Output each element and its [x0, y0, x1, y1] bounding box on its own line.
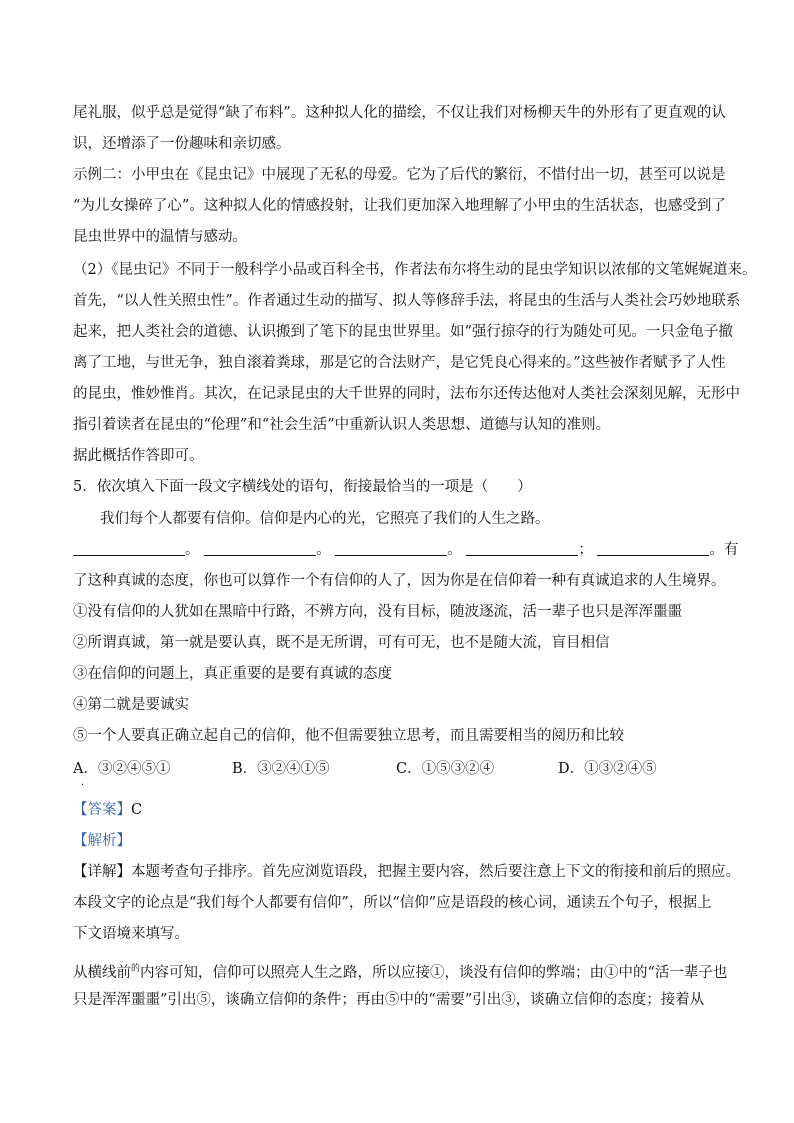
- detail-line-5: 只是浑浑噩噩”引出⑤，谈确立信仰的条件；再由⑤中的“需要”引出③，谈确立信仰的态度；接着从: [73, 992, 705, 1008]
- text-line-11: 指引着读者在昆虫的“伦理”和“社会生活”中重新认识人类思想、道德与认知的准则。: [73, 417, 611, 433]
- blank-separator: 。: [709, 542, 724, 558]
- analysis-line: [73, 831, 131, 851]
- analysis-tag: 【解析】: [73, 833, 131, 849]
- detail-text: 本题考查句子排序。首先应浏览语段，把握主要内容，然后要注意上下文的衔接和前后的照应。: [131, 864, 740, 880]
- sentence-item-4: ④第二就是要诚实: [73, 697, 189, 713]
- blank-separator: 。: [447, 542, 462, 558]
- detail-line-4-pre: 从横线前: [73, 964, 131, 981]
- detail-line-4: [73, 959, 727, 983]
- blank-separator: 。: [316, 542, 331, 558]
- detail-line-2: 本段文字的论点是“我们每个人都要有信仰”，所以“信仰”应是语段的核心词，通读五个句子，根据上: [73, 895, 712, 911]
- option-a: A．③②④⑤①: [73, 761, 171, 777]
- option-c: C．①⑤③②④: [396, 761, 495, 777]
- blank-separator: ；: [578, 542, 593, 558]
- sentence-item-5: ⑤一个人要真正确立起自己的信仰，他不但需要独立思考，而且需要相当的阅历和比较: [73, 728, 624, 744]
- text-line-4: “为儿女操碎了心”。这种拟人化的情感投射，让我们更加深入地理解了小甲虫的生活状态，也感受到了: [73, 198, 726, 214]
- detail-tag: 【详解】: [73, 864, 131, 880]
- detail-line-4-sup: 的: [131, 964, 141, 974]
- option-d: D．①③②④⑤: [558, 761, 657, 777]
- text-line-3: 示例二：小甲虫在《昆虫记》中展现了无私的母爱。它为了后代的繁衍，不惜付出一切，甚至可以说是: [73, 167, 726, 183]
- blank-separator: 。: [185, 542, 200, 558]
- question-5-stem: 5．依次填入下面一段文字横线处的语句，衔接最恰当的一项是（ ）: [73, 479, 532, 495]
- blank-5: [597, 541, 709, 556]
- option-b: B．③②④①⑤: [232, 761, 330, 777]
- detail-line-3: 下文语境来填写。: [73, 926, 189, 942]
- line-tail-text: 有: [723, 542, 739, 558]
- detail-line: [73, 862, 740, 882]
- blank-4: [466, 541, 578, 556]
- detail-line-4-post: 内容可知，信仰可以照亮人生之路，所以应接①，谈没有信仰的弊端；由①中的“活一辈子也: [140, 964, 728, 981]
- answer-value: C: [131, 802, 143, 818]
- sentence-item-1: ①没有信仰的人犹如在黑暗中行路，不辨方向，没有目标，随波逐流，活一辈子也只是浑浑噩噩: [73, 604, 682, 620]
- emphasis-dot: ·: [81, 780, 85, 791]
- text-line-9: 离了工地，与世无争，独自滚着粪球，那是它的合法财产，是它凭良心得来的。”这些被作者赋予了人性: [73, 355, 726, 371]
- text-line-7: 首先，“以人性关照虫性”。作者通过生动的描写、拟人等修辞手法，将昆虫的生活与人类社会巧妙地联系: [73, 293, 741, 309]
- fill-blank-line: [73, 540, 738, 560]
- answer-tag: 【答案】: [73, 802, 131, 818]
- sentence-item-2: ②所谓真诚，第一就是要认真，既不是无所谓，可有可无，也不是随大流，盲目相信: [73, 635, 610, 651]
- blank-2: [204, 541, 316, 556]
- sentence-item-3: ③在信仰的问题上，真正重要的是要有真诚的态度: [73, 666, 392, 682]
- question-5-passage-intro: 我们每个人都要有信仰。信仰是内心的光，它照亮了我们的人生之路。: [100, 511, 550, 527]
- text-line-12: 据此概括作答即可。: [73, 448, 204, 464]
- text-line-1: 尾礼服，似乎总是觉得“缺了布料”。这种拟人化的描绘，不仅让我们对杨柳天牛的外形有了更直观的认: [73, 105, 726, 121]
- answer-line: [73, 800, 142, 820]
- text-line-6: （2）《昆虫记》不同于一般科学小品或百科全书，作者法布尔将生动的昆虫学知识以浓郁的文笔娓娓道来。: [73, 262, 757, 278]
- text-line-5: 昆虫世界中的温情与感动。: [73, 229, 247, 245]
- blank-1: [73, 541, 185, 556]
- text-line-2: 识，还增添了一份趣味和亲切感。: [73, 136, 291, 152]
- text-line-10: 的昆虫，惟妙惟肖。其次，在记录昆虫的大千世界的同时，法布尔还传达他对人类社会深刻见解，无形中: [73, 386, 740, 402]
- blank-3: [335, 541, 447, 556]
- text-line-8: 起来，把人类社会的道德、认识搬到了笔下的昆虫世界里。如“强行掠夺的行为随处可见。一只金龟子撤: [73, 324, 733, 340]
- passage-continuation: 了这种真诚的态度，你也可以算作一个有信仰的人了，因为你是在信仰着一种有真诚追求的人生境界。: [73, 573, 726, 589]
